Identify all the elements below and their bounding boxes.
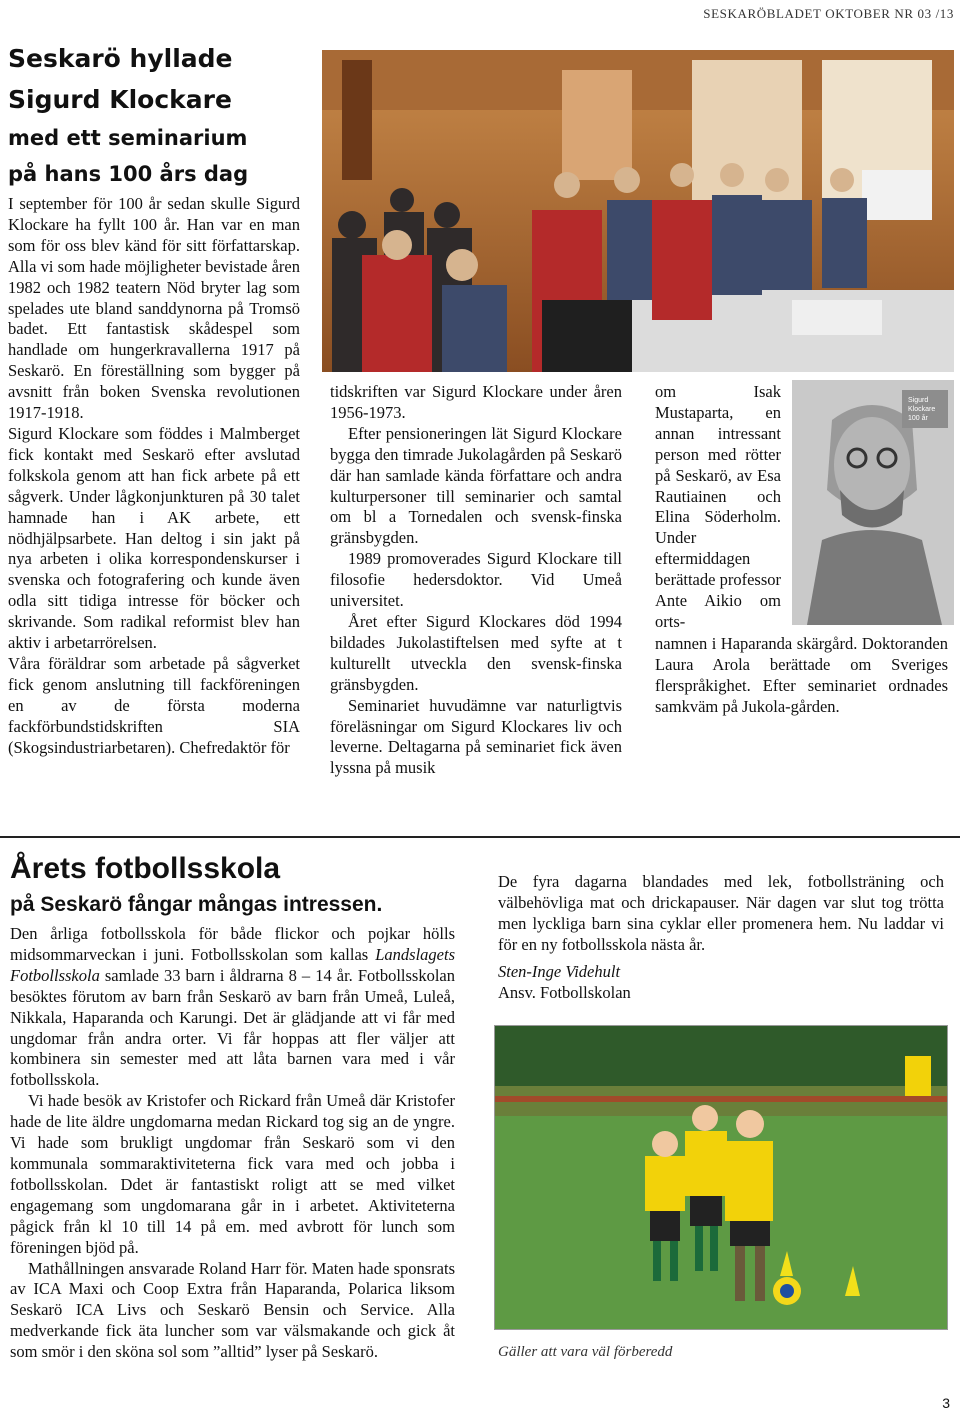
article2-paragraph: Vi hade besök av Kristofer och Rickard från Umeå där Kristofer hade de lite äldre ungdomarna medan Rickard tog sig an de yngre. Vi hade som brukligt ungdomar från Seskarö som vi den kommunala sommaraktiviteterna fick vara med och jobba i fotbollsskolan. Ddet är fantastiskt roligt att se med vilket engagemang som ungdomarana går in i arbetet. Aktiviteterna pågick från kl 10 till 14 på em. med avbrott för lunch som föreningen bjöd på. xyxy=(10,1091,455,1257)
article2-p1-italic: Landslagets Fotbollsskola xyxy=(10,944,455,985)
article2-p1-text-a: Den årliga fotbollsskola för både flickor och pojkar hölls midsommarveckan i juni. Fotbollsskolan som kallas xyxy=(10,924,455,964)
article1-title-line2: Sigurd Klockare xyxy=(8,85,232,114)
article1-col1-paragraph: Sigurd Klockare som föddes i Malmberget fick kontakt med Seskarö efter avslutad folkskola genom att han fick arbete på ett sågverk. Under lågkonjunkturen på 30 talet hamnade han i AK arbete, ett nödhjälpsarbete. Han deltog i sin jakt på nya arbeten i olika korrespondenskurser i svenska och fotografering och kunde även odla sitt tidiga intresse för böcker och skrivande. Som radikal reformist blev han aktiv i arbetarrörelsen. xyxy=(8,423,300,653)
article2-paragraph: De fyra dagarna blandades med lek, fotbollsträning och välbehövliga mat och drickapauser. När dagen var slut tog trötta men lyckliga barn sina cyklar eller promenera hem. Nu laddar vi för en ny fotbollsskola nästa år. xyxy=(498,872,944,954)
book-cover-text-line3: 100 år xyxy=(908,415,928,422)
article1-col1-paragraph: I september för 100 år sedan skulle Sigurd Klockare ha fyllt 100 år. Han var en man som för oss blev känd för sitt författarskap. Alla vi som hade möjligheter bevistade åren 1982 och 1982 teatern Nöd bryter lag som spelades ute bland sanddynorna på Tromsö badet. Ett fantastisk skådespel som handlade om hungerkravallerna 1917 på Seskarö. En föreställning som bygger på avsnitt från boken Svenska revolutionen 1917-1918. xyxy=(8,194,300,423)
article1-col1-paragraph: Våra föräldrar som arbetade på sågverket fick genom anslutning till fackföreningen en av de första moderna fackförbundstidskriften SIA (Skogsindustriarbetaren). Chefredaktör för xyxy=(8,653,300,757)
portrait-illustration xyxy=(792,380,954,625)
article1-title-line1: Seskarö hyllade xyxy=(8,44,233,73)
signature-role: Ansv. Fotbollskolan xyxy=(498,982,631,1002)
article2-p1-text-b: samlade 33 barn i åldrarna 8 – 14 år. Fotbollsskolan besöktes förutom av barn från Seskarö av barn från Umeå, Luleå, Nikkala, Haparanda och Karungi. Det är glädjande att vi får med ungdomar från andra orter. Vi får hoppas att fler väljer att kombinera sin semester med att låta barnen vara med i vår fotbollsskola. xyxy=(10,965,455,1090)
article1-column3-bottom xyxy=(655,634,948,718)
photo-caption: Gäller att vara väl förberedd xyxy=(498,1344,673,1360)
article1-col3-paragraph: om Isak Mustaparta, en annan intressant person med rötter på Seskarö, av Esa Rautiainen och Elina Söderholm. Under eftermiddagen berättade professor Ante Aikio om orts- xyxy=(655,382,781,631)
masthead: SESKARÖBLADET OKTOBER NR 03 /13 xyxy=(703,6,954,21)
article2-paragraph: Mathållningen ansvarade Roland Harr för. Maten hade sponsrats av ICA Maxi och Coop Extra från Haparanda, Polarica liksom Seskarö ICA Livs och Seskarö Bensin och Service. Alla medverkande fick äta luncher som var välsmakande och gick åt som smör i den sköna sol som ”alltid” lyser på Seskarö. xyxy=(10,1258,455,1362)
article1-column3-top xyxy=(655,382,781,633)
page-number: 3 xyxy=(942,1395,950,1411)
seminar-audience-photo xyxy=(322,50,954,372)
article1-col2-paragraph: Året efter Sigurd Klockares död 1994 bildades Jukolastiftelsen med syfte at t kulturellt utveckla den svensk-finska gränsbygden. xyxy=(330,611,622,694)
book-cover-text-line1: Sigurd xyxy=(908,397,929,404)
article2-paragraph xyxy=(10,924,455,1091)
article1-title-line3: med ett seminarium xyxy=(8,126,248,150)
article1-column2 xyxy=(330,382,622,779)
article1-col2-paragraph: tidskriften var Sigurd Klockare under åren 1956-1973. xyxy=(330,382,622,422)
football-school-photo xyxy=(494,1025,948,1330)
article1-col2-paragraph: Seminariet huvudämne var naturligtvis föreläsningar om Sigurd Klockares liv och leverne. Deltagarna på seminariet fick även lyssna på musik xyxy=(330,695,622,778)
book-cover-text-line2: Klockare xyxy=(908,406,936,413)
article2-column2 xyxy=(498,872,944,1003)
section-divider xyxy=(0,836,960,838)
article1-column1 xyxy=(8,194,300,758)
article1-title-line4: på hans 100 års dag xyxy=(8,162,249,186)
signature-name: Sten-Inge Videhult xyxy=(498,961,621,981)
article2-subtitle: på Seskarö fångar mångas intressen. xyxy=(10,893,383,916)
sigurd-klockare-portrait xyxy=(792,380,954,625)
article1-col2-paragraph: 1989 promoverades Sigurd Klockare till filosofie hedersdoktor. Vid Umeå universitet. xyxy=(330,549,622,611)
article2-column1 xyxy=(10,924,455,1363)
article2-title: Årets fotbollsskola xyxy=(10,852,281,885)
football-photo-illustration xyxy=(495,1026,947,1329)
seminar-photo-illustration xyxy=(322,50,954,372)
article1-col2-paragraph: Efter pensioneringen lät Sigurd Klockare bygga den timrade Jukolagården på Seskarö där han samlade kända författare och andra kulturpersoner till seminarier och samtal om bl a Tornedalen och svensk-finska gränsbygden. xyxy=(330,423,622,548)
article1-col3-paragraph: namnen i Haparanda skärgård. Doktoranden Laura Arola berättade om Sveriges flerspråkighet. Efter seminariet ordnades samkväm på Jukola-gården. xyxy=(655,634,948,716)
